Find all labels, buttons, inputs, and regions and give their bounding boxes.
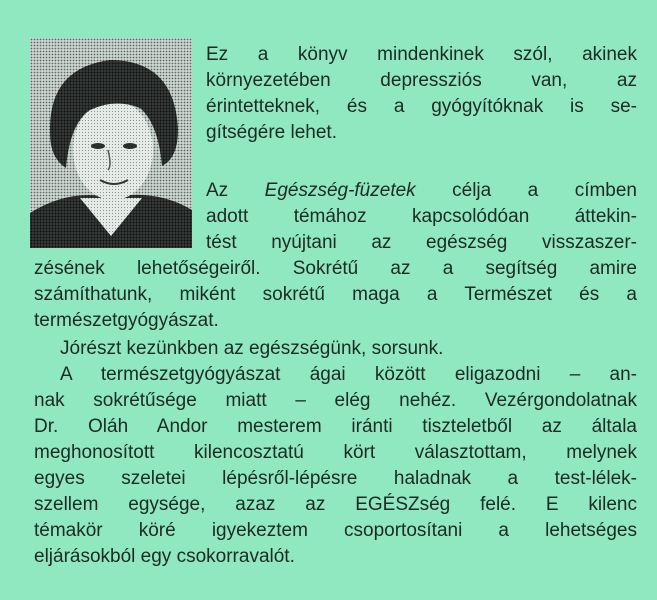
text-line: számíthatunk, miként sokrétű maga a Természet és a <box>34 284 637 305</box>
health-paragraph <box>60 336 637 362</box>
author-portrait <box>30 38 192 248</box>
text-line: környezetében depressziós van, az <box>206 70 637 91</box>
text-line: szellem egysége, azaz az EGÉSZség felé. E kilenc <box>34 494 637 515</box>
series-title: Egészség-füzetek <box>264 180 416 201</box>
text-line: érintetteknek, és a gyógyítóknak is se- <box>206 96 637 117</box>
text-line: nak sokrétűsége miatt – elég nehéz. Vezérgondolatnak <box>34 390 637 411</box>
text-line: A természetgyógyászat ágai között eligazodni – an- <box>60 364 637 385</box>
text-line: gítségére lehet. <box>206 122 337 143</box>
text-line: témakör köré igyekeztem csoportosítani a lehetséges <box>34 520 637 541</box>
naturopathy-paragraph <box>60 362 637 388</box>
text-fragment: Az <box>206 180 265 201</box>
naturopathy-paragraph-continued <box>34 388 637 570</box>
text-line: meghonosított kilencosztatú kört választottam, melynek <box>34 442 637 463</box>
author-portrait-image <box>30 38 192 248</box>
intro-paragraph <box>206 42 637 146</box>
text-line: tést nyújtani az egészség visszaszer- <box>206 232 637 253</box>
text-line: zésének lehetőségeiről. Sokrétű az a segítség amire <box>34 258 637 279</box>
text-line <box>206 178 637 204</box>
text-line: Dr. Oláh Andor mesterem iránti tiszteletből az általa <box>34 416 637 437</box>
text-line: Ez a könyv mindenkinek szól, akinek <box>206 44 637 65</box>
text-line: Jórészt kezünkben az egészségünk, sorsunk. <box>60 338 444 359</box>
text-line: egyes szeletei lépésről-lépésre haladnak a test-lélek- <box>34 468 637 489</box>
text-line: adott témához kapcsolódóan áttekin- <box>206 206 637 227</box>
series-paragraph-continued <box>34 256 637 334</box>
text-fragment: célja a címben <box>415 180 637 201</box>
text-line: természetgyógyászat. <box>34 310 219 331</box>
text-line: eljárásokból egy csokorravalót. <box>34 546 295 567</box>
series-paragraph <box>206 178 637 256</box>
